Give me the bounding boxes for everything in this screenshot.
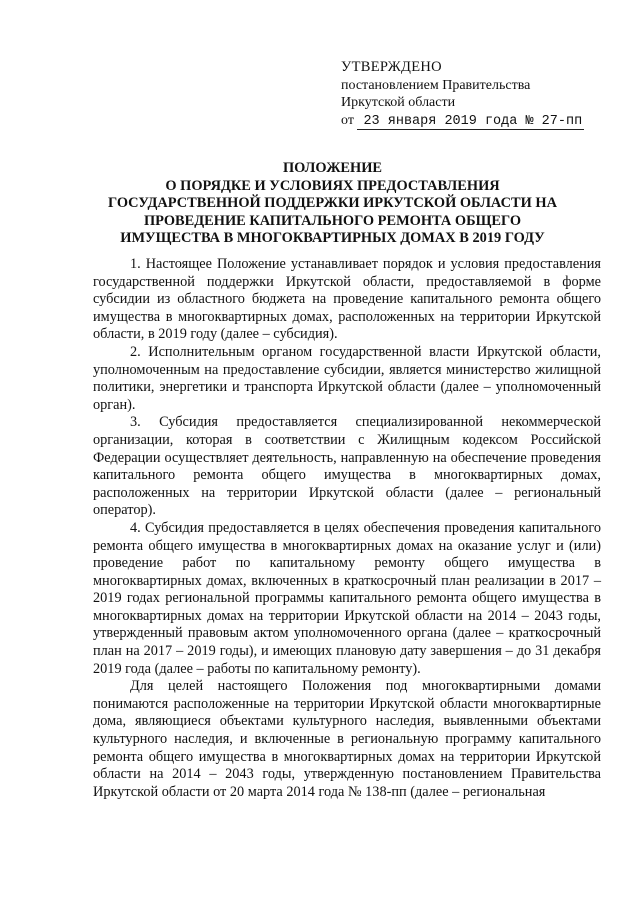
approval-stamp-title: УТВЕРЖДЕНО [341, 59, 442, 75]
document-title [60, 160, 605, 248]
title-line: ИМУЩЕСТВА В МНОГОКВАРТИРНЫХ ДОМАХ В 2019 ГОДУ [120, 230, 545, 246]
paragraph-2: 2. Исполнительным органом государственной власти Иркутской области, уполномоченным на предоставление субсидии, является министерство жилищной политики, энергетики и транспорта Иркутской области (далее – уполномоченный орган). [93, 343, 601, 413]
approval-region-line: Иркутской области [341, 95, 456, 110]
paragraph-4: 4. Субсидия предоставляется в целях обеспечения проведения капитального ремонта общего имущества в многоквартирных домах на оказание услуг и (или) проведение работ по капитальному ремонту общего имущества в многоквартирных домах, включенных в краткосрочный план реализации в 2017 – 2019 годах региональной программы капитального ремонта общего имущества в многоквартирных домах на территории Иркутской области на 2014 – 2043 годы, утвержденный правовым актом уполномоченного органа (далее – краткосрочный план на 2017 – 2019 годы), и имеющих плановую дату завершения – до 31 декабря 2019 года (далее – работы по капитальному ремонту). [93, 519, 601, 677]
approval-date-line [341, 112, 601, 131]
approval-date-value: 23 января 2019 года № 27-пп [357, 114, 584, 130]
title-line: ПРОВЕДЕНИЕ КАПИТАЛЬНОГО РЕМОНТА ОБЩЕГО [143, 212, 522, 229]
approval-date-prefix: от [341, 112, 354, 128]
paragraph-1: 1. Настоящее Положение устанавливает порядок и условия предоставления государственной поддержки Иркутской области, предоставляемой в форме субсидии из областного бюджета на проведение капитального ремонта общего имущества в многоквартирных домах, расположенных на территории Иркутской области, в 2019 году (далее – субсидия). [93, 256, 601, 343]
paragraph-3: 3. Субсидия предоставляется специализированной некоммерческой организации, которая в соответствии с Жилищным кодексом Российской Федерации осуществляет деятельность, направленную на обеспечение проведения капитального ремонта общего имущества в многоквартирных домах, расположенных на территории Иркутской области (далее – региональный оператор). [93, 414, 601, 519]
title-line: ПОЛОЖЕНИЕ [282, 160, 383, 176]
approval-authority-line: постановлением Правительства [341, 77, 531, 93]
document-body [93, 256, 601, 801]
title-line: ГОСУДАРСТВЕННОЙ ПОДДЕРЖКИ ИРКУТСКОЙ ОБЛАСТИ НА [108, 195, 557, 211]
paragraph-5: Для целей настоящего Положения под многоквартирными домами понимаются расположенные на территории Иркутской области многоквартирные дома, являющиеся объектами культурного наследия, выявленными объектами культурного наследия, и включенные в региональную программу капитального ремонта общего имущества в многоквартирных домах на территории Иркутской области на 2014 – 2043 годы, утвержденную постановлением Правительства Иркутской области от 20 марта 2014 года № 138-пп (далее – региональная [93, 678, 601, 800]
approval-block [341, 59, 601, 130]
title-line: О ПОРЯДКЕ И УСЛОВИЯХ ПРЕДОСТАВЛЕНИЯ [165, 177, 500, 194]
